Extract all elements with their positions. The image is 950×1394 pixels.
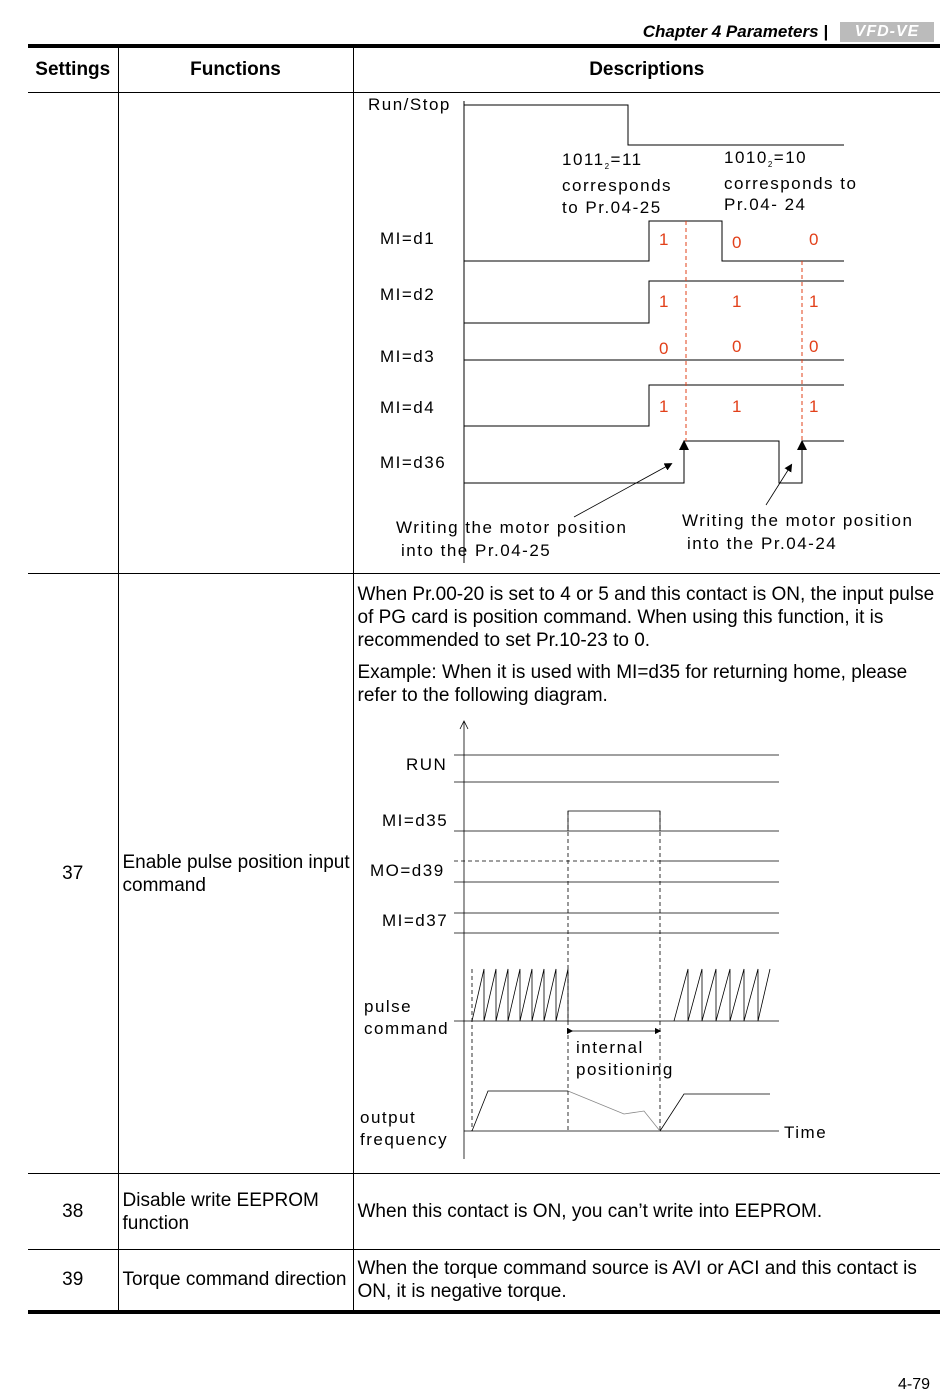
label-mi-d37: MI=d37 [381, 911, 448, 930]
bit-d3-c: 0 [808, 337, 818, 356]
desc-38: When this contact is ON, you can’t write into EEPROM. [353, 1174, 940, 1250]
label-mi-d4: MI=d4 [379, 398, 435, 417]
label-mi-d1: MI=d1 [379, 229, 435, 248]
label-mi-d3: MI=d3 [379, 347, 435, 366]
function-39: Torque command direction [118, 1250, 353, 1312]
bit-d4-a: 1 [658, 397, 668, 416]
setting-38: 38 [28, 1174, 118, 1250]
label-command: command [363, 1019, 449, 1038]
chapter-header: Chapter 4 Parameters | [642, 22, 828, 41]
parameter-table [28, 44, 940, 1314]
label-mi-d35: MI=d35 [381, 811, 448, 830]
bit-d1-a: 1 [658, 230, 668, 249]
col-descriptions: Descriptions [353, 46, 940, 93]
timing-diagram-home-return [354, 719, 934, 1169]
desc-37-para2: Example: When it is used with MI=d35 for returning home, please refer to the following diagram. [357, 662, 908, 706]
function-37: Enable pulse position input command [118, 574, 353, 1174]
note2-line1: Writing the motor position [681, 511, 913, 530]
table-row-39 [28, 1250, 940, 1312]
label-run-stop: Run/Stop [367, 95, 451, 114]
setting-cell-empty [28, 93, 118, 574]
bit-d2-c: 1 [808, 292, 818, 311]
label-time: Time [783, 1123, 827, 1142]
label-mi-d2: MI=d2 [379, 285, 435, 304]
note2-line2: into the Pr.04-24 [686, 534, 837, 553]
code1-line3: to Pr.04-25 [561, 198, 662, 217]
page-number: 4-79 [897, 1376, 930, 1393]
code1-text: $1011_2=11$ [561, 150, 643, 171]
table-row-continuation [28, 93, 940, 574]
function-38: Disable write EEPROM function [118, 1174, 353, 1250]
label-mi-d36: MI=d36 [379, 453, 446, 472]
bit-d1-c: 0 [808, 230, 818, 249]
label-internal: internal [575, 1038, 644, 1057]
col-functions: Functions [118, 46, 353, 93]
bit-d3-a: 0 [658, 339, 668, 358]
timing-diagram-position-write [354, 93, 940, 573]
desc-cell-diagram1 [353, 93, 940, 574]
col-settings: Settings [28, 46, 118, 93]
desc-37-para1: When Pr.00-20 is set to 4 or 5 and this contact is ON, the input pulse of PG card is position command. When using this function, it is recommended to set Pr.10-23 to 0. [357, 584, 935, 651]
label-positioning: positioning [575, 1060, 674, 1079]
desc-39: When the torque command source is AVI or ACI and this contact is ON, it is negative torque. [353, 1250, 940, 1312]
label-frequency: frequency [359, 1130, 448, 1149]
desc-37 [353, 574, 940, 1174]
bit-d4-c: 1 [808, 397, 818, 416]
label-run: RUN [405, 755, 447, 774]
bit-d4-b: 1 [731, 397, 741, 416]
code2-text: $1010_2=10$ [723, 148, 807, 169]
note1-line1: Writing the motor position [395, 518, 627, 537]
code2-line2: corresponds to [723, 174, 857, 193]
label-mo-d39: MO=d39 [369, 861, 445, 880]
setting-39: 39 [28, 1250, 118, 1312]
code1-line2: corresponds [561, 176, 672, 195]
bit-d2-b: 1 [731, 292, 741, 311]
brand-logo: VFD-VE [840, 22, 934, 42]
note1-line2: into the Pr.04-25 [400, 541, 551, 560]
label-output: output [359, 1108, 416, 1127]
table-row-38 [28, 1174, 940, 1250]
function-cell-empty [118, 93, 353, 574]
table-header-row [28, 46, 940, 93]
bit-d1-b: 0 [731, 233, 741, 252]
bit-d3-b: 0 [731, 337, 741, 356]
code2-line3: Pr.04- 24 [723, 195, 806, 214]
label-pulse: pulse [363, 997, 412, 1016]
setting-37: 37 [28, 574, 118, 1174]
table-row-37 [28, 574, 940, 1174]
bit-d2-a: 1 [658, 292, 668, 311]
